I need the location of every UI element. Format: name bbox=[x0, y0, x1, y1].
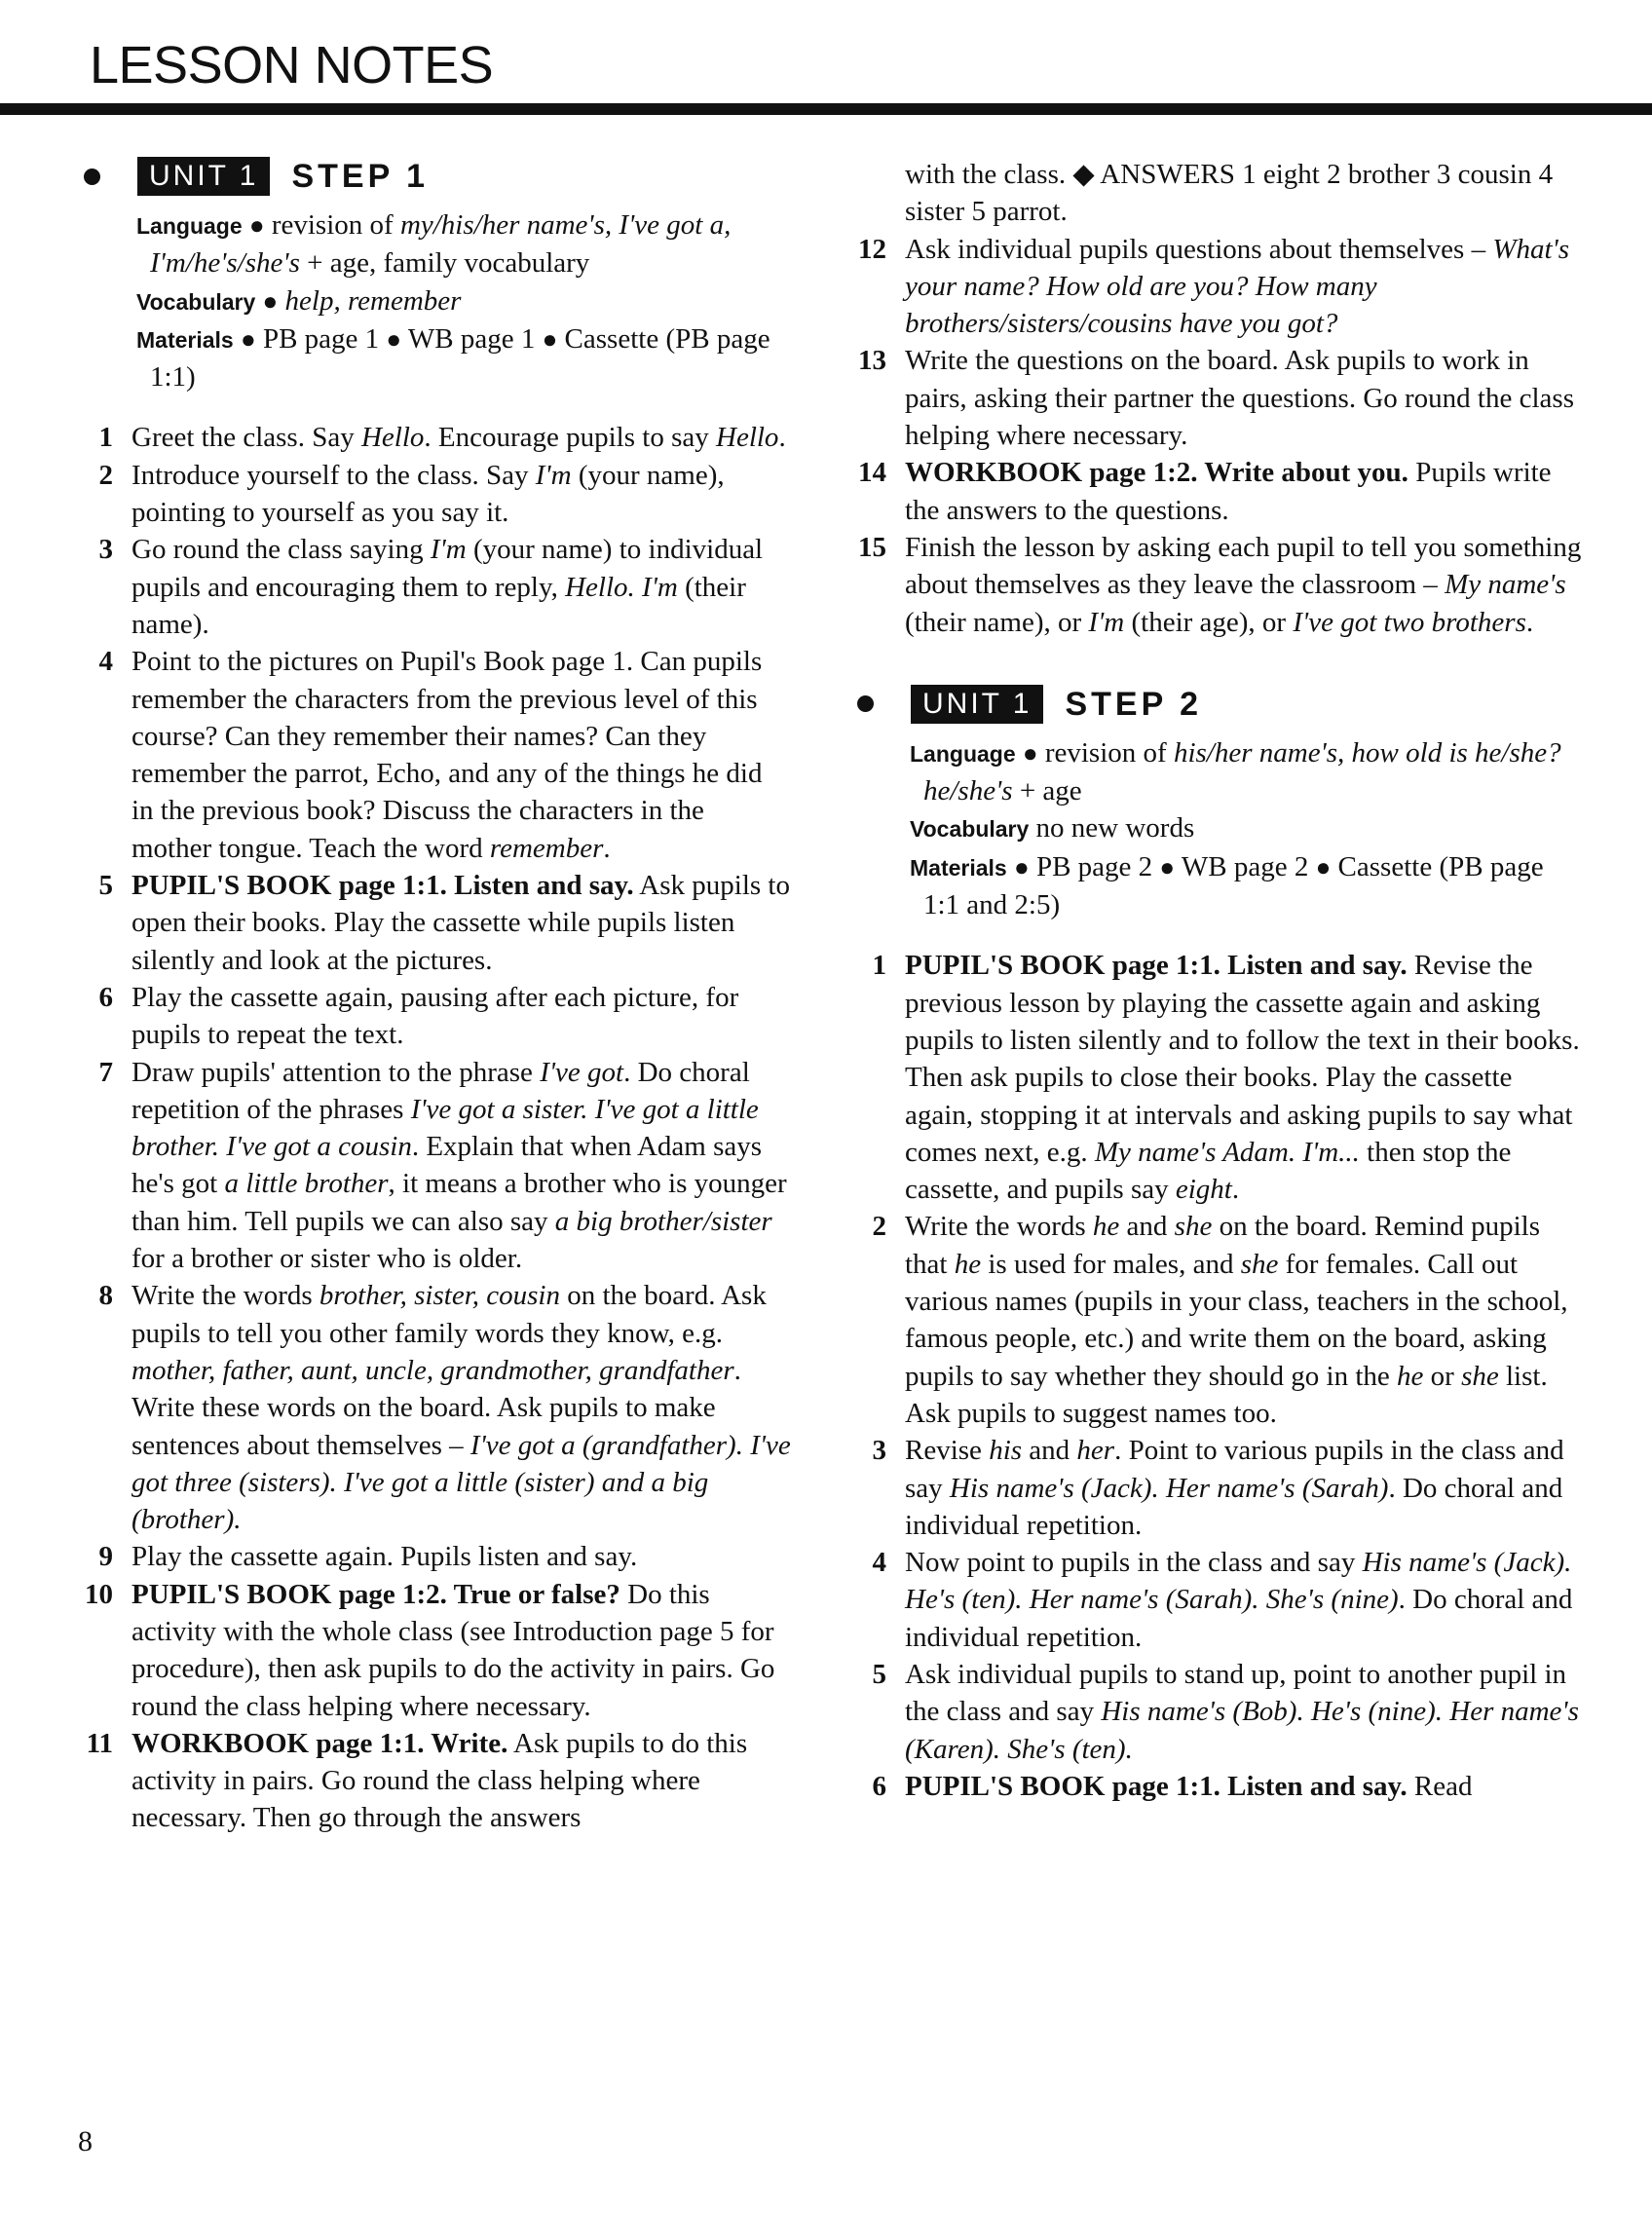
list-item: 8 Write the words brother, sister, cousin on the board. Ask pupils to tell you other family words they know, e.g. mother, father, aunt, uncle, grandmother, grandfather. Write these words on the board. Ask pupils to make sentences about themselves – I've got a (grandfather). I've got three (sisters). I've got a little (sister) and a big (brother). bbox=[98, 1280, 791, 1536]
meta-vocabulary: Vocabulary ● help, remember bbox=[136, 284, 462, 317]
left-column bbox=[70, 156, 791, 1837]
lesson-meta bbox=[136, 206, 791, 395]
procedure-list bbox=[70, 419, 791, 1836]
list-item: 9 Play the cassette again. Pupils listen and say. bbox=[98, 1541, 638, 1573]
procedure-list-step-2 bbox=[844, 947, 1584, 1805]
list-item: 5 PUPIL'S BOOK page 1:1. Listen and say. Ask pupils to open their books. Play the cassette while pupils listen silently and look at the pictures. bbox=[98, 870, 790, 976]
list-item: 4 Point to the pictures on Pupil's Book page 1. Can pupils remember the characters from the previous level of this course? Can they remember their names? Can they remember the parrot, Echo, and any of the things he did in the previous book? Discuss the characters in the mother tongue. Teach the word remember. bbox=[98, 646, 763, 864]
meta-language: Language ● revision of his/her name's, how old is he/she? he/she's + age bbox=[910, 736, 1561, 807]
meta-language: Language ● revision of my/his/her name's, I've got a, I'm/he's/she's + age, family vocabulary bbox=[136, 209, 732, 280]
unit-heading-step-1 bbox=[84, 156, 791, 197]
list-item: 6 PUPIL'S BOOK page 1:1. Listen and say. Read bbox=[872, 1770, 1473, 1802]
list-item: 15 Finish the lesson by asking each pupil to tell you something about themselves as they leave the classroom – My name's (their name), or I'm (their age), or I've got two brothers. bbox=[858, 531, 1582, 638]
list-item: 12 Ask individual pupils questions about themselves – What's your name? How old are you? How many brothers/sisters/cousins have you got? bbox=[858, 233, 1570, 340]
list-item: 1 PUPIL'S BOOK page 1:1. Listen and say. Revise the previous lesson by playing the cassette again and asking pupils to listen silently and to follow the text in their books. Then ask pupils to close their books. Play the cassette again, stopping it at intervals and asking pupils to say what comes next, e.g. My name's Adam. I'm... then stop the cassette, and pupils say eight. bbox=[872, 950, 1580, 1206]
list-item: 5 Ask individual pupils to stand up, point to another pupil in the class and say His name's (Bob). He's (nine). Her name's (Karen). She's (ten). bbox=[872, 1658, 1579, 1765]
list-item: 11 WORKBOOK page 1:1. Write. Ask pupils to do this activity in pairs. Go round the class helping where necessary. Then go through the answers bbox=[86, 1727, 748, 1834]
continued-text: with the class. ◆ ANSWERS 1 eight 2 brother 3 cousin 4 sister 5 parrot. bbox=[905, 159, 1554, 228]
meta-materials: Materials ● PB page 1 ● WB page 1 ● Cassette (PB page 1:1) bbox=[136, 322, 770, 394]
list-item: 13 Write the questions on the board. Ask pupils to work in pairs, asking their partner the questions. Go round the class helping where necessary. bbox=[858, 345, 1574, 452]
unit-badge: UNIT 1 bbox=[137, 157, 270, 196]
list-item: 14 WORKBOOK page 1:2. Write about you. Pupils write the answers to the questions. bbox=[858, 457, 1552, 526]
lesson-meta bbox=[910, 734, 1584, 923]
unit-badge: UNIT 1 bbox=[911, 685, 1043, 724]
header-rule bbox=[0, 103, 1652, 115]
meta-materials: Materials ● PB page 2 ● WB page 2 ● Cassette (PB page 1:1 and 2:5) bbox=[910, 850, 1544, 921]
list-item: 3 Revise his and her. Point to various pupils in the class and say His name's (Jack). Her name's (Sarah). Do choral and individual repetition. bbox=[872, 1435, 1564, 1541]
page-number: 8 bbox=[78, 2125, 93, 2157]
list-item: 2 Introduce yourself to the class. Say I'm (your name), pointing to yourself as you say it. bbox=[98, 459, 725, 529]
bullet-icon bbox=[84, 169, 100, 185]
list-item: 3 Go round the class saying I'm (your name) to individual pupils and encouraging them to reply, Hello. I'm (their name). bbox=[98, 534, 764, 640]
list-item: 1 Greet the class. Say Hello. Encourage pupils to say Hello. bbox=[98, 422, 786, 454]
step-label: STEP 2 bbox=[1065, 685, 1203, 723]
page-title: LESSON NOTES bbox=[90, 36, 494, 94]
list-item: 2 Write the words he and she on the board. Remind pupils that he is used for males, and she for females. Call out various names (pupils in your class, teachers in the school, famous people, etc.) and write them on the board, asking pupils to say whether they should go in the he or she list. Ask pupils to suggest names too. bbox=[872, 1211, 1568, 1429]
list-item: 6 Play the cassette again, pausing after each picture, for pupils to repeat the text. bbox=[98, 981, 739, 1051]
list-item: 10 PUPIL'S BOOK page 1:2. True or false? Do this activity with the whole class (see Introduction page 5 for procedure), then ask pupils to do the activity in pairs. Go round the class helping where necessary. bbox=[85, 1578, 775, 1722]
list-item: 7 Draw pupils' attention to the phrase I've got. Do choral repetition of the phrases I've got a sister. I've got a little brother. I've got a cousin. Explain that when Adam says he's got a little brother, it means a brother who is younger than him. Tell pupils we can also say a big brother/sister for a brother or sister who is older. bbox=[98, 1056, 787, 1275]
unit-heading-step-2 bbox=[857, 684, 1584, 725]
procedure-list-continued bbox=[844, 231, 1584, 641]
bullet-icon bbox=[857, 695, 874, 712]
meta-vocabulary: Vocabulary no new words bbox=[910, 812, 1195, 844]
step-label: STEP 1 bbox=[291, 157, 430, 195]
right-column bbox=[844, 156, 1584, 1805]
list-item: 4 Now point to pupils in the class and say His name's (Jack). He's (ten). Her name's (Sarah). She's (nine). Do choral and individual repetition. bbox=[872, 1547, 1573, 1653]
